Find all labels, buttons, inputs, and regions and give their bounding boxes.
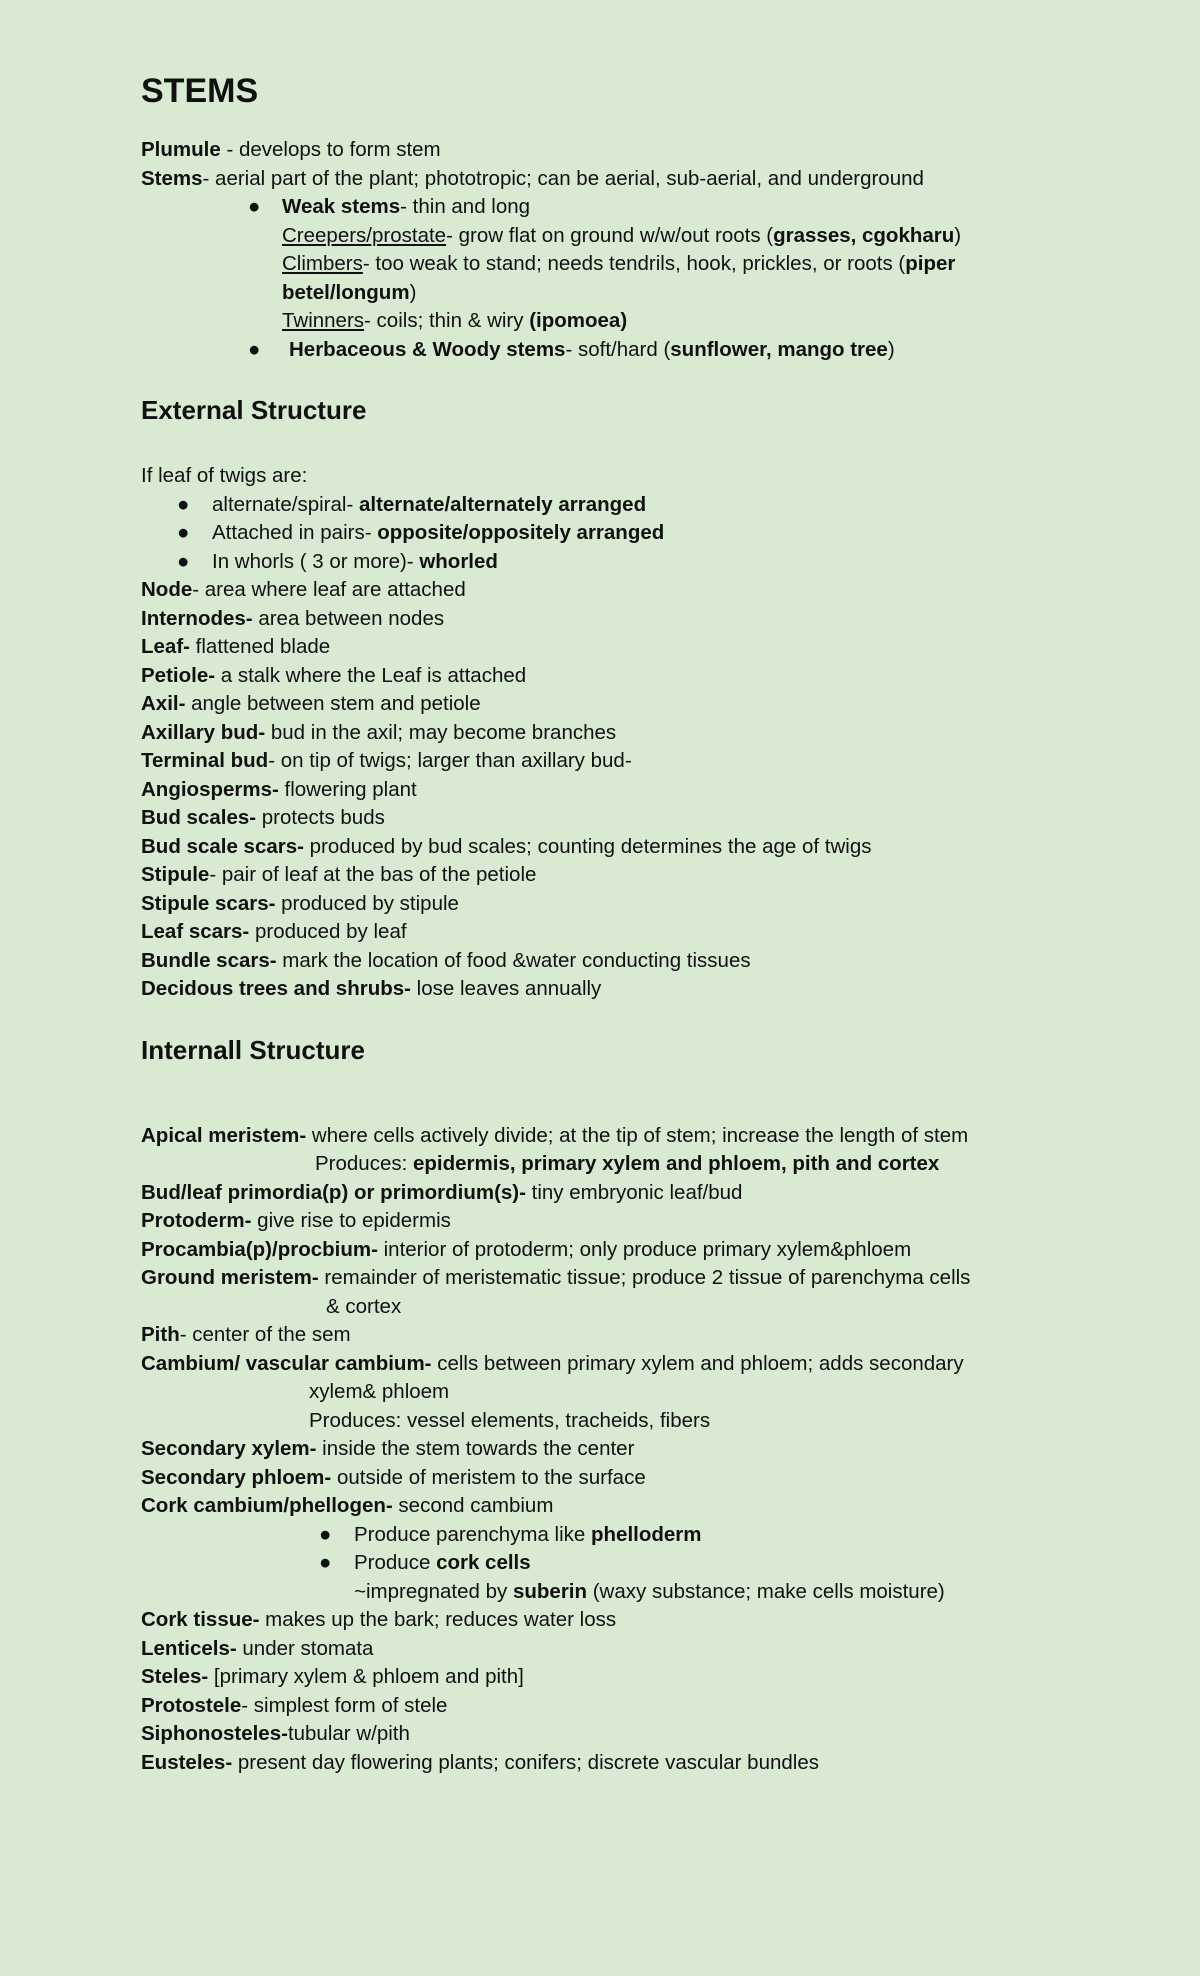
text: ~impregnated by [354, 1579, 513, 1603]
section-heading-external: External Structure [141, 395, 367, 425]
term: Leaf scars- [141, 920, 250, 943]
bold-term: opposite/oppositely arranged [377, 521, 665, 544]
term: Cambium/ vascular cambium- [141, 1351, 432, 1375]
definition-pith [141, 1321, 1101, 1350]
definition-plumule [141, 136, 1101, 165]
term: Climbers [282, 252, 363, 275]
term: Steles- [141, 1665, 209, 1688]
cambium-continued: xylem& phloem [309, 1380, 450, 1403]
bullet-phelloderm [141, 1521, 1101, 1550]
section-heading-internal: Internall Structure [141, 1034, 365, 1065]
definition-steles [141, 1663, 1101, 1692]
bullet-icon: ● [319, 1551, 332, 1574]
definition: tiny embryonic leaf/bud [525, 1180, 743, 1204]
close-paren: ) [409, 280, 417, 304]
bullet-alternate [141, 491, 1101, 520]
definition-stems [141, 165, 1101, 194]
text: In whorls ( 3 or more)- [212, 549, 420, 573]
definition-procambia [141, 1236, 1101, 1265]
definition-cork-tissue [141, 1606, 1101, 1635]
term: Secondary phloem- [141, 1465, 332, 1489]
item-climbers [141, 250, 1002, 307]
definition-lenticels [141, 1635, 1101, 1664]
term: Stipule [141, 863, 210, 886]
term: Plumule [141, 138, 221, 161]
ground-meristem-continued: & cortex [326, 1294, 402, 1318]
definition-eusteles [141, 1749, 1101, 1778]
definition: - develops to form stem [220, 138, 441, 161]
text: Attached in pairs- [212, 521, 378, 544]
definition: where cells actively divide; at the tip of stem; increase the length of stem [306, 1123, 969, 1147]
term: Stipule scars- [141, 891, 276, 915]
term: Secondary xylem- [141, 1437, 317, 1460]
definition: makes up the bark; reduces water loss [259, 1608, 617, 1631]
item-twinners [141, 307, 1101, 336]
definition-apical-meristem [141, 1122, 1101, 1151]
definition-bundle-scars [141, 947, 1101, 976]
definition-internodes [141, 605, 1101, 634]
term: Terminal bud [141, 749, 269, 772]
definition: - thin and long [400, 195, 531, 218]
bullet-herbaceous-woody [141, 336, 1101, 365]
text: alternate/spiral- [212, 492, 359, 516]
bullet-icon: ● [177, 492, 190, 516]
definition: - simplest form of stele [241, 1693, 448, 1717]
term: Angiosperms- [141, 777, 279, 801]
example: sunflower, mango tree [670, 337, 888, 361]
term: Leaf- [141, 635, 190, 658]
bullet-cork-cells [141, 1549, 1101, 1578]
definition: tubular w/pith [287, 1722, 410, 1745]
term: Protoderm- [141, 1209, 252, 1232]
definition: interior of protoderm; only produce primary xylem&phloem [377, 1237, 912, 1261]
definition: produced by bud scales; counting determines the age of twigs [303, 834, 872, 858]
definition-leaf [141, 633, 1101, 662]
definition: outside of meristem to the surface [331, 1465, 646, 1489]
term: Protostele [141, 1693, 242, 1717]
definition-angiosperms [141, 776, 1101, 805]
text: Produce parenchyma like [354, 1522, 592, 1546]
example: (ipomoea) [529, 309, 628, 332]
definition: - aerial part of the plant; phototropic; can be aerial, sub-aerial, and underground [202, 166, 924, 190]
definition-protoderm [141, 1207, 1101, 1236]
term: Procambia(p)/procbium- [141, 1237, 378, 1261]
definition: remainder of meristematic tissue; produce 2 tissue of parenchyma cells [318, 1266, 971, 1289]
definition: lose leaves annually [410, 977, 602, 1000]
definition-siphonosteles [141, 1720, 1101, 1749]
definition-secondary-phloem [141, 1464, 1101, 1493]
term: Bud/leaf primordia(p) or primordium(s)- [141, 1180, 526, 1204]
definition-protostele [141, 1692, 1101, 1721]
definition: present day flowering plants; conifers; discrete vascular bundles [232, 1750, 819, 1774]
example: piper betel/longum [282, 252, 956, 304]
definition-cork-cambium [141, 1492, 1101, 1521]
page-title: STEMS [141, 72, 259, 110]
definition: - soft/hard ( [565, 337, 671, 361]
definition-ground-meristem [141, 1264, 1101, 1293]
definition: protects buds [256, 806, 385, 829]
definition: - coils; thin & wiry [364, 309, 530, 332]
definition: produced by stipule [275, 891, 459, 915]
definition: - pair of leaf at the bas of the petiole [209, 863, 537, 886]
definition: flowering plant [278, 777, 417, 801]
example: grasses, cgokharu [773, 223, 955, 247]
item-creepers [141, 222, 1101, 251]
term: Cork tissue- [141, 1608, 260, 1631]
term: Ground meristem- [141, 1266, 319, 1289]
term: Herbaceous & Woody stems [289, 337, 566, 361]
bullet-whorled [141, 548, 1101, 577]
text: Produce [354, 1551, 437, 1574]
definition-petiole [141, 662, 1101, 691]
definition-bud-scale-scars [141, 833, 1101, 862]
definition-leaf-scars [141, 918, 1101, 947]
suberin-note [141, 1578, 1101, 1607]
term: Eusteles- [141, 1750, 233, 1774]
cambium-produces: Produces: vessel elements, tracheids, fibers [309, 1408, 711, 1432]
term: Stems [141, 166, 203, 190]
definition: a stalk where the Leaf is attached [215, 663, 527, 687]
definition-primordia [141, 1179, 1101, 1208]
definition: mark the location of food &water conducting tissues [276, 948, 751, 972]
definition: under stomata [236, 1636, 374, 1660]
definition-node [141, 576, 1101, 605]
bold-term: alternate/alternately arranged [358, 492, 647, 516]
definition-axil [141, 690, 1101, 719]
definition-cambium [141, 1350, 1101, 1379]
bullet-weak-stems [141, 193, 1101, 222]
apical-produces [141, 1150, 1101, 1179]
bullet-icon: ● [177, 521, 190, 544]
definition: produced by leaf [249, 920, 407, 943]
term: Axillary bud- [141, 720, 266, 744]
text: (waxy substance; make cells moisture) [587, 1579, 945, 1603]
definition: - area where leaf are attached [192, 578, 466, 601]
term: Pith [141, 1323, 180, 1346]
definition-decidous [141, 975, 1101, 1004]
bullet-icon: ● [248, 195, 261, 218]
term: Twinners [282, 309, 365, 332]
definition-bud-scales [141, 804, 1101, 833]
label: Produces: [315, 1152, 413, 1175]
term: Creepers/prostate [282, 223, 447, 247]
term: Siphonosteles- [141, 1722, 288, 1745]
document-content [141, 66, 1101, 1777]
term: Apical meristem- [141, 1123, 307, 1147]
definition-secondary-xylem [141, 1435, 1101, 1464]
definition: - on tip of twigs; larger than axillary bud- [268, 749, 632, 772]
definition: cells between primary xylem and phloem; adds secondary [431, 1351, 964, 1375]
definition: - too weak to stand; needs tendrils, hook, prickles, or roots ( [362, 252, 906, 275]
term: Axil- [141, 692, 186, 715]
external-lead: If leaf of twigs are: [141, 464, 308, 487]
definition: give rise to epidermis [251, 1209, 451, 1232]
term: Internodes- [141, 606, 253, 630]
bullet-opposite [141, 519, 1101, 548]
term: Lenticels- [141, 1636, 237, 1660]
bold-term: cork cells [436, 1551, 531, 1574]
definition-terminal-bud [141, 747, 1101, 776]
definition: inside the stem towards the center [316, 1437, 635, 1460]
close-paren: ) [887, 337, 895, 361]
term: Bud scale scars- [141, 834, 304, 858]
bold-list: epidermis, primary xylem and phloem, pith and cortex [413, 1152, 940, 1175]
close-paren: ) [954, 223, 962, 247]
definition: angle between stem and petiole [185, 692, 481, 715]
definition-axillary-bud [141, 719, 1101, 748]
term: Node [141, 578, 193, 601]
definition: - grow flat on ground w/w/out roots ( [446, 223, 774, 247]
term: Bundle scars- [141, 948, 277, 972]
definition: flattened blade [189, 635, 331, 658]
bullet-icon: ● [319, 1522, 332, 1546]
definition-stipule [141, 861, 1101, 890]
term: Petiole- [141, 663, 216, 687]
definition: area between nodes [252, 606, 445, 630]
definition: - center of the sem [179, 1323, 351, 1346]
bold-term: whorled [419, 549, 498, 573]
definition: [primary xylem & phloem and pith] [208, 1665, 524, 1688]
term: Weak stems [282, 195, 401, 218]
term: Decidous trees and shrubs- [141, 977, 411, 1000]
definition: second cambium [392, 1494, 554, 1517]
term: Cork cambium/phellogen- [141, 1494, 393, 1517]
term: Bud scales- [141, 806, 257, 829]
bullet-icon: ● [248, 337, 261, 361]
bullet-icon: ● [177, 549, 190, 573]
definition: bud in the axil; may become branches [265, 720, 617, 744]
bold-term: phelloderm [591, 1522, 702, 1546]
bold-term: suberin [512, 1579, 588, 1603]
definition-stipule-scars [141, 890, 1101, 919]
